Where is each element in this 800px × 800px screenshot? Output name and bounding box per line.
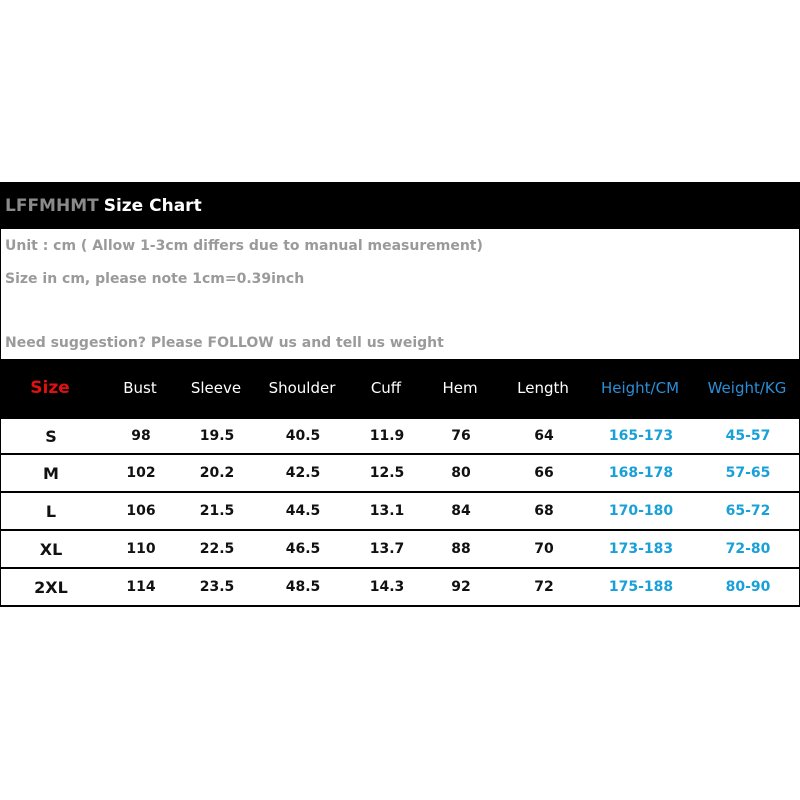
suggestion-note: Need suggestion? Please FOLLOW us and tell us weight xyxy=(5,335,444,351)
cell-shoulder: 44.5 xyxy=(285,503,321,519)
cell-bust: 98 xyxy=(131,428,151,444)
header-length: Length xyxy=(517,379,569,397)
cell-length: 72 xyxy=(534,579,554,595)
cell-sleeve: 21.5 xyxy=(199,503,235,519)
cell-shoulder: 42.5 xyxy=(285,465,321,481)
cell-shoulder: 40.5 xyxy=(285,428,321,444)
cell-length: 66 xyxy=(534,465,554,481)
header-bust: Bust xyxy=(123,379,157,397)
cell-length: 64 xyxy=(534,428,554,444)
cell-shoulder: 48.5 xyxy=(285,579,321,595)
cell-sleeve: 20.2 xyxy=(199,465,235,481)
cell-size: 2XL xyxy=(34,577,68,597)
cell-weight: 57-65 xyxy=(725,465,771,481)
cell-length: 68 xyxy=(534,503,554,519)
title-bar xyxy=(0,182,800,229)
header-size: Size xyxy=(30,378,70,398)
cell-weight: 80-90 xyxy=(725,579,771,595)
cell-cuff: 11.9 xyxy=(369,428,405,444)
cell-size: S xyxy=(45,426,57,446)
header-cuff: Cuff xyxy=(370,379,402,397)
notes-panel xyxy=(0,229,800,359)
cell-bust: 102 xyxy=(126,465,156,481)
cell-height: 173-183 xyxy=(608,541,674,557)
header-shoulder: Shoulder xyxy=(268,379,336,397)
table-row xyxy=(1,531,799,569)
table-row xyxy=(1,493,799,531)
cell-size: XL xyxy=(39,539,63,559)
size-chart xyxy=(0,182,800,607)
cell-hem: 84 xyxy=(451,503,471,519)
cell-hem: 88 xyxy=(451,541,471,557)
cell-sleeve: 19.5 xyxy=(199,428,235,444)
conversion-note: Size in cm, please note 1cm=0.39inch xyxy=(5,271,305,287)
cell-cuff: 14.3 xyxy=(369,579,405,595)
cell-length: 70 xyxy=(534,541,554,557)
table-header xyxy=(0,359,800,417)
cell-height: 165-173 xyxy=(608,428,674,444)
cell-bust: 106 xyxy=(126,503,156,519)
chart-title: Size Chart xyxy=(103,195,202,216)
cell-weight: 72-80 xyxy=(725,541,771,557)
header-height: Height/CM xyxy=(600,379,680,397)
cell-height: 175-188 xyxy=(608,579,674,595)
cell-shoulder: 46.5 xyxy=(285,541,321,557)
cell-weight: 45-57 xyxy=(725,428,771,444)
cell-sleeve: 22.5 xyxy=(199,541,235,557)
cell-hem: 80 xyxy=(451,465,471,481)
header-hem: Hem xyxy=(442,379,478,397)
unit-note: Unit : cm ( Allow 1-3cm differs due to manual measurement) xyxy=(5,238,483,254)
cell-height: 170-180 xyxy=(608,503,674,519)
cell-hem: 92 xyxy=(451,579,471,595)
cell-bust: 110 xyxy=(126,541,156,557)
cell-weight: 65-72 xyxy=(725,503,771,519)
table-row xyxy=(1,417,799,455)
cell-cuff: 13.1 xyxy=(369,503,405,519)
cell-cuff: 13.7 xyxy=(369,541,405,557)
cell-cuff: 12.5 xyxy=(369,465,405,481)
cell-hem: 76 xyxy=(451,428,471,444)
brand-name: LFFMHMT xyxy=(5,195,99,216)
cell-height: 168-178 xyxy=(608,465,674,481)
cell-size: L xyxy=(45,501,57,521)
table-row xyxy=(1,569,799,607)
header-weight: Weight/KG xyxy=(707,379,787,397)
cell-size: M xyxy=(43,463,59,483)
cell-bust: 114 xyxy=(126,579,156,595)
header-sleeve: Sleeve xyxy=(190,379,242,397)
table-row xyxy=(1,455,799,493)
table-body xyxy=(0,417,800,607)
cell-sleeve: 23.5 xyxy=(199,579,235,595)
